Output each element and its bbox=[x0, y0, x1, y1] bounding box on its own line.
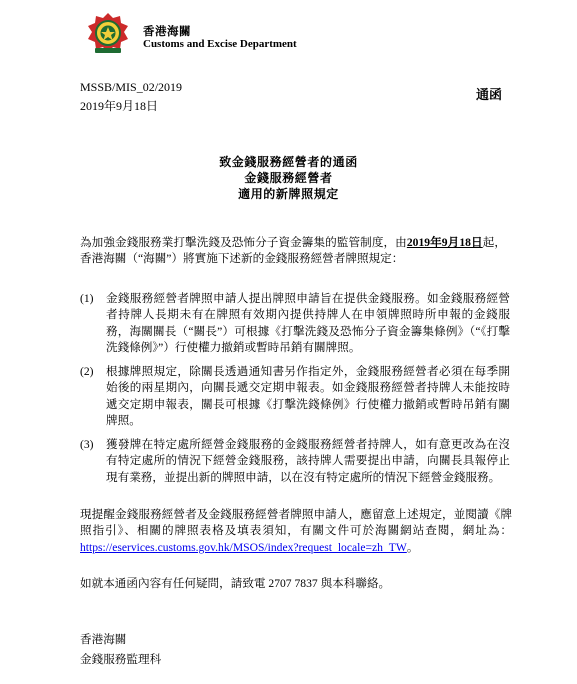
list-item bbox=[80, 437, 510, 486]
title-line: 適用的新牌照規定 bbox=[238, 187, 339, 201]
circular-label: 通函 bbox=[476, 87, 503, 102]
title-line: 致金錢服務經營者的通函 bbox=[219, 155, 358, 169]
item-number: (2) bbox=[80, 365, 94, 378]
list-item bbox=[80, 364, 510, 430]
item-text: 金錢服務經營者牌照申請人提出牌照申請旨在提供金錢服務。如金錢服務經營者持牌人長期未有在牌照有效期內提供持牌人在申領牌照時所申報的金錢服務，海關關長（“關長”）可根據《打擊洗錢及恐怖分子資金籌集條例》（“《打擊洗錢條例》”）行使權力撤銷或暫時吊銷有關牌照。 bbox=[106, 292, 510, 355]
item-number: (3) bbox=[80, 438, 94, 451]
department-name-zh: 香港海關 bbox=[143, 26, 191, 38]
reminder-paragraph bbox=[80, 507, 512, 556]
document-title bbox=[0, 154, 577, 202]
item-number: (1) bbox=[80, 292, 94, 305]
reminder-text: 現提醒金錢服務經營者及金錢服務經營者牌照申請人，應留意上述規定，並閱讀《牌照指引》、相關的牌照表格及填表須知，有關文件可於海關網站查閱，網址為： bbox=[80, 508, 512, 538]
effective-date: 2019年9月18日 bbox=[406, 236, 483, 249]
signature-section: 金錢服務監理科 bbox=[80, 653, 162, 666]
intro-paragraph bbox=[80, 235, 506, 268]
item-text: 根據牌照規定，除關長透過通知書另作指定外，金錢服務經營者必須在每季開始後的兩星期內，向關長遞交定期申報表。如金錢服務經營者持牌人未能按時遞交定期申報表，關長可根據《打擊洗錢條例》行使權力撤銷或暫時吊銷有關牌照。 bbox=[106, 365, 510, 428]
issue-date: 2019年9月18日 bbox=[80, 99, 159, 113]
reference-number: MSSB/MIS_02/2019 bbox=[80, 80, 183, 94]
intro-text: 起，香港海關（“海關”）將實施下述新的金錢服務經營者牌照規定： bbox=[80, 236, 506, 266]
title-line: 金錢服務經營者 bbox=[244, 171, 333, 185]
customs-emblem-icon bbox=[86, 12, 130, 56]
enquiry-line: 如就本通函內容有任何疑問，請致電 2707 7837 與本科聯絡。 bbox=[80, 577, 391, 590]
list-item bbox=[80, 291, 510, 357]
item-text: 獲發牌在特定處所經營金錢服務的金錢服務經營者持牌人，如有意更改為在沒有特定處所的情況下經營金錢服務，該持牌人需要提出申請，向關長具報停止現有業務，並提出新的牌照申請，以在沒有特定處所的情況下經營金錢服務。 bbox=[106, 438, 510, 484]
website-link[interactable]: https://eservices.customs.gov.hk/MSOS/index?request_locale=zh_TW bbox=[80, 540, 407, 554]
department-name-en: Customs and Excise Department bbox=[143, 38, 297, 50]
reminder-end: 。 bbox=[406, 540, 419, 554]
intro-text: 為加強金錢服務業打擊洗錢及恐怖分子資金籌集的監管制度，由 bbox=[80, 236, 407, 249]
signature-department: 香港海關 bbox=[80, 633, 127, 646]
